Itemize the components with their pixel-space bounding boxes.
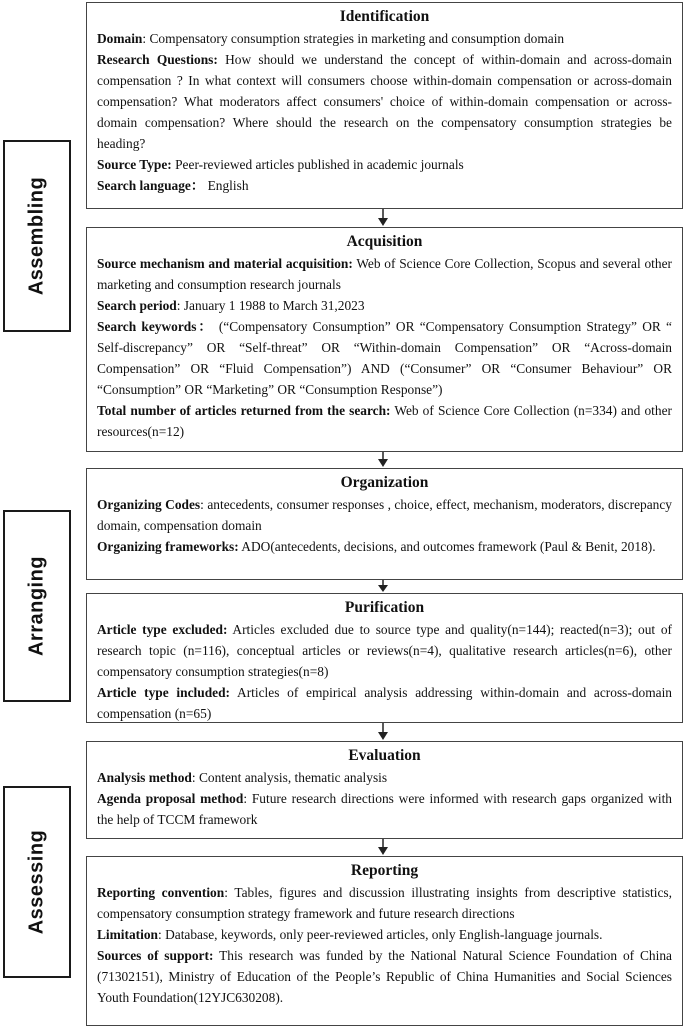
acquisition-box [86, 227, 683, 452]
item-label: Organizing frameworks: [97, 539, 239, 554]
box-item [97, 767, 672, 788]
item-text: : Database, keywords, only peer-reviewed articles, only English-language journals. [158, 927, 603, 942]
item-label: Search period [97, 298, 177, 313]
item-text: Articles of empirical analysis addressing within-domain and across-domain compensation (n=65) [97, 685, 673, 721]
item-label: Source Type: [97, 157, 172, 172]
phase-assembling [3, 140, 71, 332]
box-item [97, 295, 672, 316]
box-item [97, 316, 672, 400]
box-title: Acquisition [346, 233, 423, 250]
phase-assessing [3, 786, 71, 978]
item-text: Articles excluded due to source type and quality(n=144); reacted(n=3); out of research topic (n=116), conceptual articles or reviews(n=4), qualitative research articles(n=6), other compensatory consumption strategies(n=8) [97, 622, 672, 679]
box-item [97, 924, 672, 945]
item-text: : Future research directions were informed with research gaps organized with the help of TCCM framework [97, 791, 673, 827]
down-arrow-icon [376, 839, 390, 856]
item-label: Article type included: [97, 685, 231, 700]
item-text: : Compensatory consumption strategies in marketing and consumption domain [142, 31, 565, 46]
down-arrow-icon [376, 452, 390, 468]
item-label: Total number of articles returned from the search: [97, 403, 391, 418]
box-item [97, 945, 672, 1008]
item-label: Organizing Codes [97, 497, 201, 512]
item-text: : Tables, figures and discussion illustrating insights from descriptive statistics, compensatory consumption strategy framework and future research directions [97, 885, 672, 921]
phase-label: Assessing [25, 829, 48, 935]
item-label: Analysis method [97, 770, 192, 785]
item-text: : Content analysis, thematic analysis [191, 770, 388, 785]
down-arrow-icon [376, 723, 390, 741]
item-text: : antecedents, consumer responses , choice, effect, mechanism, moderators, discrepancy domain, compensation domain [97, 497, 672, 533]
phase-arranging [3, 510, 71, 702]
phase-label: Assembling [25, 176, 48, 296]
item-text: Peer-reviewed articles published in academic journals [171, 157, 464, 172]
purification-box [86, 593, 683, 723]
box-title: Purification [344, 599, 425, 616]
item-label: Sources of support: [97, 948, 214, 963]
box-item [97, 536, 672, 557]
organization-box [86, 468, 683, 580]
box-item [97, 154, 672, 175]
box-item [97, 28, 672, 49]
item-text: This research was funded by the National Natural Science Foundation of China (71302151), Ministry of Education of the People’s Republic of China Humanities and Social Sciences Youth Foundation(12YJC630208). [97, 948, 672, 1005]
box-title: Evaluation [348, 747, 421, 764]
identification-box [86, 2, 683, 209]
item-text: : January 1 1988 to March 31,2023 [176, 298, 365, 313]
item-label: Article type excluded: [97, 622, 228, 637]
box-item [97, 682, 672, 724]
box-item [97, 253, 672, 295]
box-item [97, 49, 672, 154]
box-title: Organization [340, 474, 429, 491]
phase-label: Arranging [25, 555, 48, 657]
item-label: Reporting convention [97, 885, 225, 900]
item-text: Web of Science Core Collection (n=334) and other resources(n=12) [97, 403, 672, 439]
item-text: English [204, 178, 249, 193]
item-label: Domain [97, 31, 143, 46]
item-text: How should we understand the concept of within-domain and across-domain compensation ? In what context will consumers choose within-domain compensation or across-domain compensation? What moderators affect consumers' choice of within-domain compensation or across-domain compensation? Where should the research on the compensatory consumption strategies be heading? [97, 52, 672, 151]
box-item [97, 882, 672, 924]
box-title: Reporting [350, 862, 419, 879]
down-arrow-icon [376, 209, 390, 227]
item-text: (“Compensatory Consumption” OR “Compensatory Consumption Strategy” OR “ Self-discrepancy” OR “Self-threat” OR “Within-domain Compensation” OR “Across-domain Compensation” OR “Fluid Compensation”) AND (“Consumer” OR “Consumer Behaviour” OR “Consumption” OR “Marketing” OR “Consumption Response”) [97, 319, 672, 397]
item-text: Web of Science Core Collection, Scopus and several other marketing and consumption research journals [97, 256, 672, 292]
item-text: ADO(antecedents, decisions, and outcomes framework (Paul & Benit, 2018). [238, 539, 656, 554]
box-item [97, 788, 672, 830]
reporting-box [86, 856, 683, 1026]
item-label: Search language： [97, 178, 205, 193]
box-title: Identification [339, 8, 430, 25]
down-arrow-icon [376, 580, 390, 593]
box-item [97, 175, 672, 196]
box-item [97, 494, 672, 536]
item-label: Source mechanism and material acquisition: [97, 256, 353, 271]
box-item [97, 619, 672, 682]
box-item [97, 400, 672, 442]
item-label: Limitation [97, 927, 159, 942]
item-label: Research Questions: [97, 52, 218, 67]
item-label: Agenda proposal method [97, 791, 244, 806]
evaluation-box [86, 741, 683, 839]
item-label: Search keywords： [97, 319, 214, 334]
